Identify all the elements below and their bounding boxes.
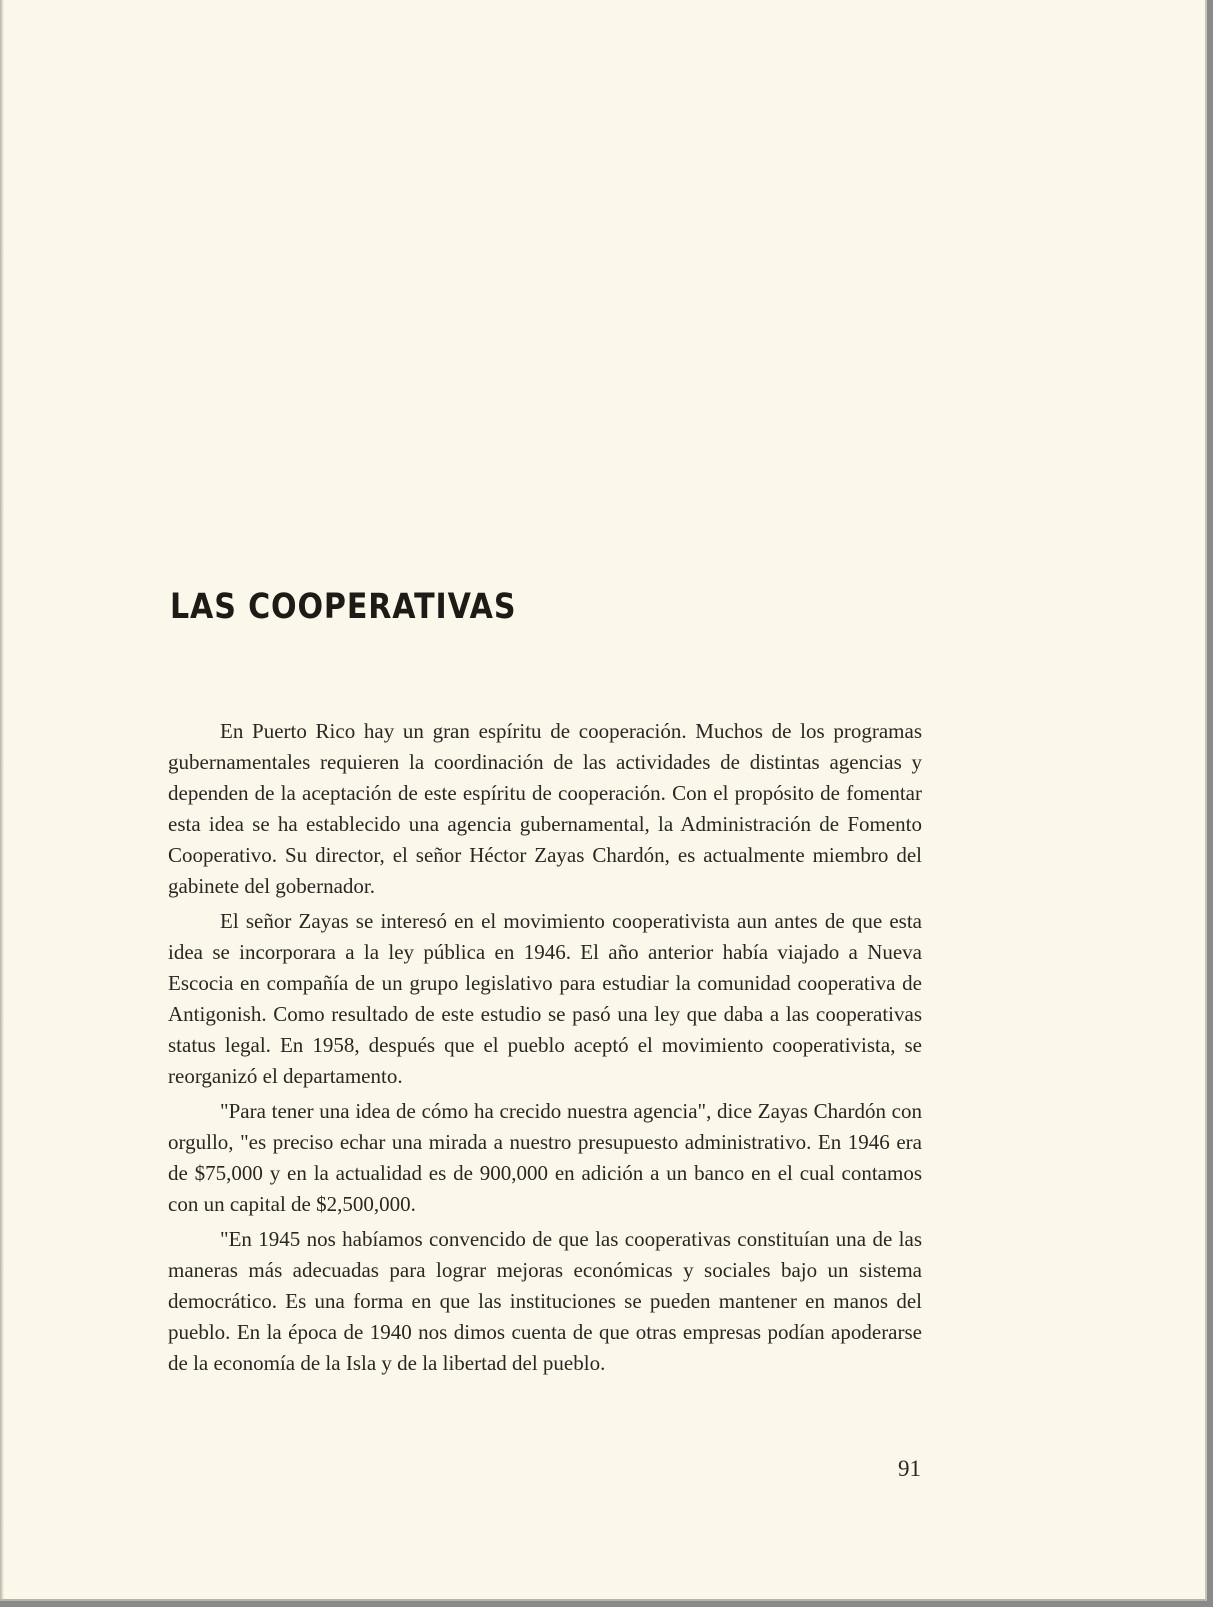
paragraph-1: En Puerto Rico hay un gran espíritu de cooperación. Muchos de los programas gubernamentales requieren la coordinación de las actividades de distintas agencias y dependen de la aceptación de este espíritu de cooperación. Con el propósito de fomentar esta idea se ha establecido una agencia gubernamental, la Administración de Fomento Cooperativo. Su director, el señor Héctor Zayas Chardón, es actualmente miembro del gabinete del gobernador.	[168, 719, 922, 898]
page-number: 91	[898, 1456, 921, 1481]
paragraph-2: El señor Zayas se interesó en el movimiento cooperativista aun antes de que esta idea se incorporara a la ley pública en 1946. El año anterior había viajado a Nueva Escocia en compañía de un grupo legislativo para estudiar la comunidad cooperativa de Antigonish. Como resultado de este estudio se pasó una ley que daba a las cooperativas status legal. En 1958, después que el pueblo aceptó el movimiento cooperativista, se reorganizó el departamento.	[168, 909, 922, 1088]
paragraph-4: "En 1945 nos habíamos convencido de que las cooperativas constituían una de las maneras más adecuadas para lograr mejoras económicas y sociales bajo un sistema democrático. Es una forma en que las instituciones se pueden mantener en manos del pueblo. En la época de 1940 nos dimos cuenta de que otras empresas podían apoderarse de la economía de la Isla y de la libertad del pueblo.	[168, 1227, 922, 1375]
page-edge-shadow	[0, 0, 4, 1599]
paragraph-3: "Para tener una idea de cómo ha crecido nuestra agencia", dice Zayas Chardón con orgullo, "es preciso echar una mirada a nuestro presupuesto administrativo. En 1946 era de $75,000 y en la actualidad es de 900,000 en adición a un banco en el cual contamos con un capital de $2,500,000.	[168, 1099, 922, 1216]
chapter-title: LAS COOPERATIVAS	[170, 587, 517, 627]
body-text	[168, 716, 922, 1383]
